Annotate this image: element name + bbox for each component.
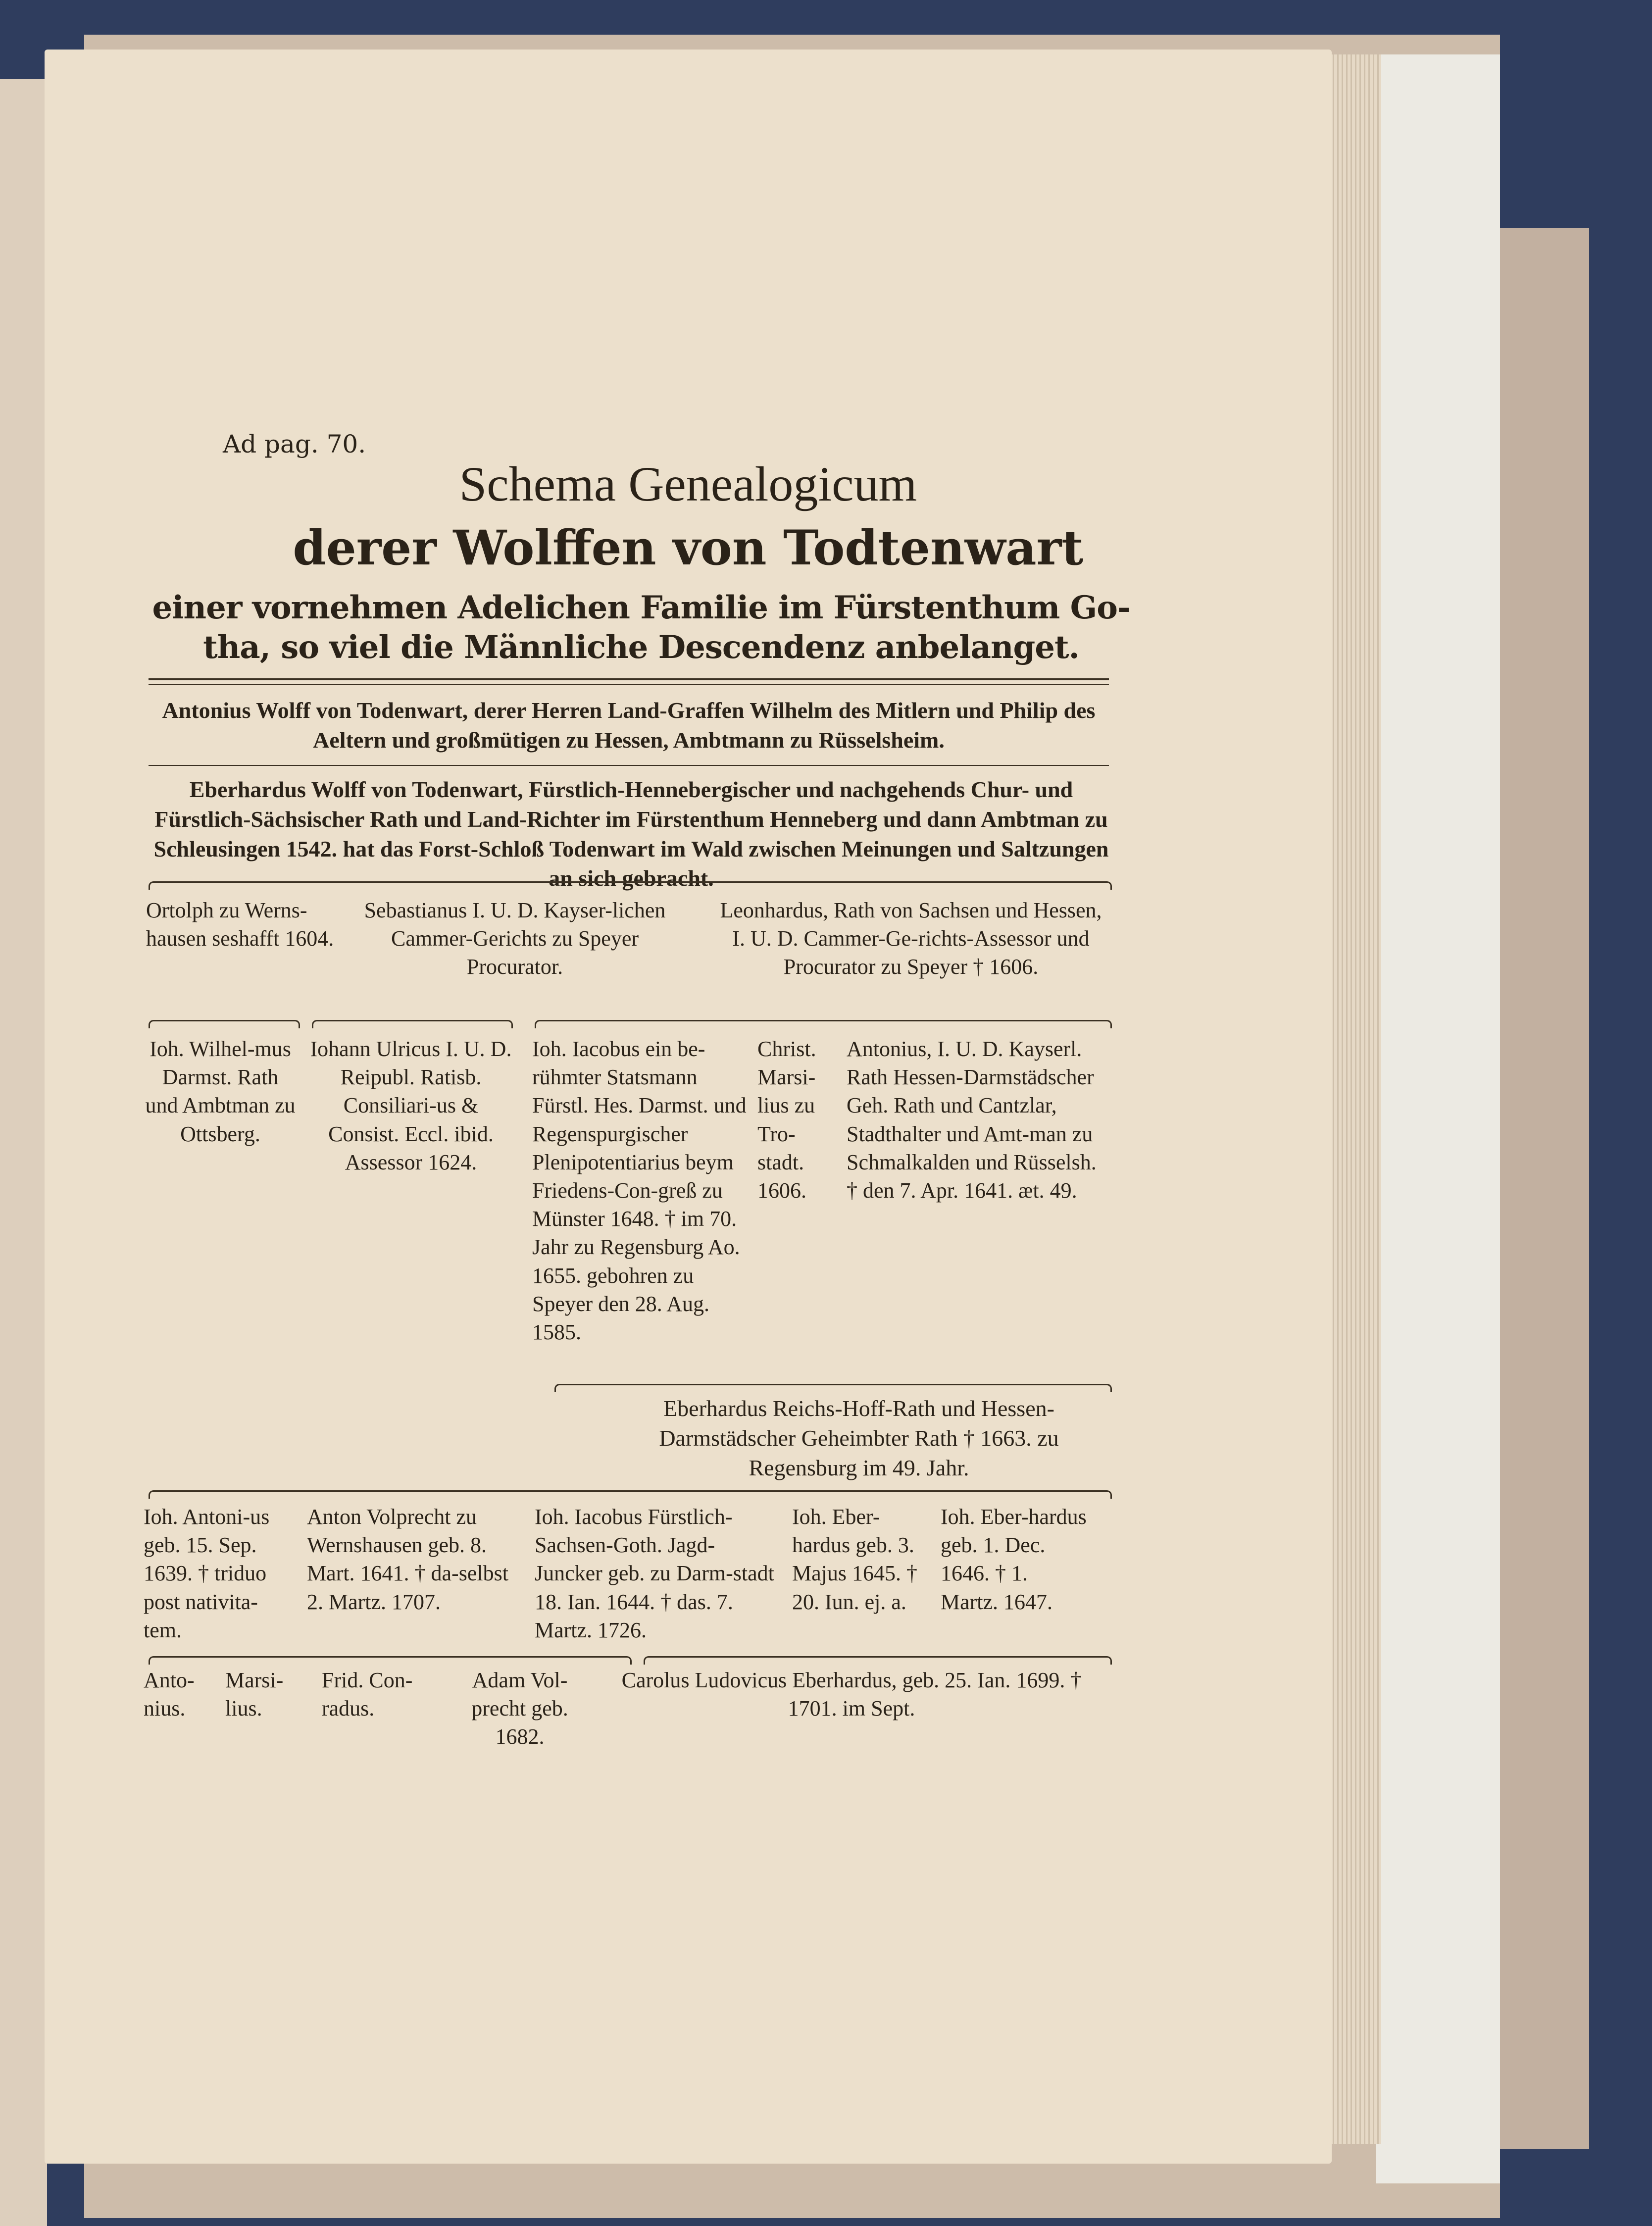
gen6-iohann-antonius: Ioh. Antoni-us geb. 15. Sep. 1639. † triduo post nativita-tem. (144, 1505, 270, 1642)
double-rule-top (149, 678, 1109, 680)
brace-gen7-b (644, 1656, 1112, 1665)
generation-5: Eberhardus Reichs-Hoff-Rath und Hessen-Darmstädscher Geheimbter Rath † 1663. zu Regensburg im 49. Jahr. (659, 1396, 1059, 1480)
gen7-adam-volprecht: Adam Vol-precht geb. 1682. (471, 1668, 568, 1749)
double-rule-bottom (149, 684, 1109, 685)
title-line-1: Schema Genealogicum (459, 456, 917, 511)
gen4-antonius: Antonius, I. U. D. Kayserl. Rath Hessen-Darmstädscher Geh. Rath und Cantzlar, Stadthalter und Amt-man zu Schmalkalden und Rüsselsh. † den 7. Apr. 1641. æt. 49. (847, 1037, 1097, 1203)
gen6-iohann-iacobus: Ioh. Iacobus Fürstlich-Sachsen-Goth. Jagd-Juncker geb. zu Darm-stadt 18. Ian. 1644. † das. 7. Martz. 1726. (535, 1505, 774, 1642)
gen6-iohann-eberhardus-2: Ioh. Eber-hardus geb. 1. Dec. 1646. † 1. Martz. 1647. (941, 1505, 1087, 1614)
generation-1: Antonius Wolff von Todenwart, derer Herren Land-Graffen Wilhelm des Mitlern und Philip des Aeltern und großmütigen zu Hessen, Ambtmann zu Rüsselsheim. (162, 698, 1096, 753)
gen7-marsilius: Marsi-lius. (225, 1668, 284, 1721)
brace-gen5 (554, 1384, 1112, 1392)
generation-2: Eberhardus Wolff von Todenwart, Fürstlich-Hennebergischer und nachgehends Chur- und Fürstlich-Sächsischer Rath und Land-Richter im Fürstenthum Henneberg und dann Ambtman zu Schleusingen 1542. hat das Forst-Schloß Todenwart im Wald zwischen Meinungen und Saltzungen an sich gebracht. (153, 777, 1109, 891)
gen7-carolus-ludovicus: Carolus Ludovicus Eberhardus, geb. 25. Ian. 1699. † 1701. im Sept. (621, 1668, 1082, 1721)
gen6-anton-volprecht: Anton Volprecht zu Wernshausen geb. 8. Mart. 1641. † da-selbst 2. Martz. 1707. (307, 1505, 508, 1614)
gen3-ortolph: Ortolph zu Werns-hausen seshafft 1604. (146, 898, 334, 951)
gen4-iohann-wilhelmus: Ioh. Wilhel-mus Darmst. Rath und Ambtman zu Ottsberg. (145, 1037, 296, 1146)
gen7-antonius: Anto-nius. (144, 1668, 195, 1721)
left-page-edge (0, 79, 47, 2226)
title-line-3: einer vornehmen Adelichen Familie im Fürstenthum Go- tha, so viel die Männliche Descendenz anbelanget. (152, 589, 1130, 666)
brace-gen3 (149, 881, 1112, 890)
brace-gen4-c (535, 1020, 1112, 1028)
white-flap (1376, 54, 1500, 2183)
brace-gen4-a (149, 1020, 300, 1028)
gen3-sebastianus: Sebastianus I. U. D. Kayser-lichen Cammer-Gerichts zu Speyer Procurator. (364, 898, 666, 979)
title-line-2: derer Wolffen von Todtenwart (293, 520, 1084, 576)
gen4-christ-marsilius: Christ. Marsi-lius zu Tro-stadt. 1606. (757, 1037, 816, 1203)
document-page (45, 50, 1332, 2164)
rule-gen2 (149, 765, 1109, 766)
brace-gen7-a (149, 1656, 632, 1665)
gen3-leonhardus: Leonhardus, Rath von Sachsen und Hessen, I. U. D. Cammer-Ge-richts-Assessor und Procurator zu Speyer † 1606. (720, 898, 1102, 979)
brace-gen4-b (312, 1020, 513, 1028)
page-reference: Ad pag. 70. (223, 430, 366, 458)
gen4-iohann-ulricus: Iohann Ulricus I. U. D. Reipubl. Ratisb. Consiliari-us & Consist. Eccl. ibid. Assessor 1624. (310, 1037, 512, 1174)
gen7-fridericus-conradus: Frid. Con-radus. (322, 1668, 413, 1721)
gen6-iohann-eberhardus-1: Ioh. Eber-hardus geb. 3. Majus 1645. † 20. Iun. ej. a. (792, 1505, 917, 1614)
brace-gen6 (149, 1490, 1112, 1499)
gen4-iohann-iacobus: Ioh. Iacobus ein be-rühmter Statsmann Fürstl. Hes. Darmst. und Regenspurgischer Plenipotentiarius beym Friedens-Con-greß zu Münster 1648. † im 70. Jahr zu Regensburg Ao. 1655. gebohren zu Speyer den 28. Aug. 1585. (532, 1037, 747, 1344)
